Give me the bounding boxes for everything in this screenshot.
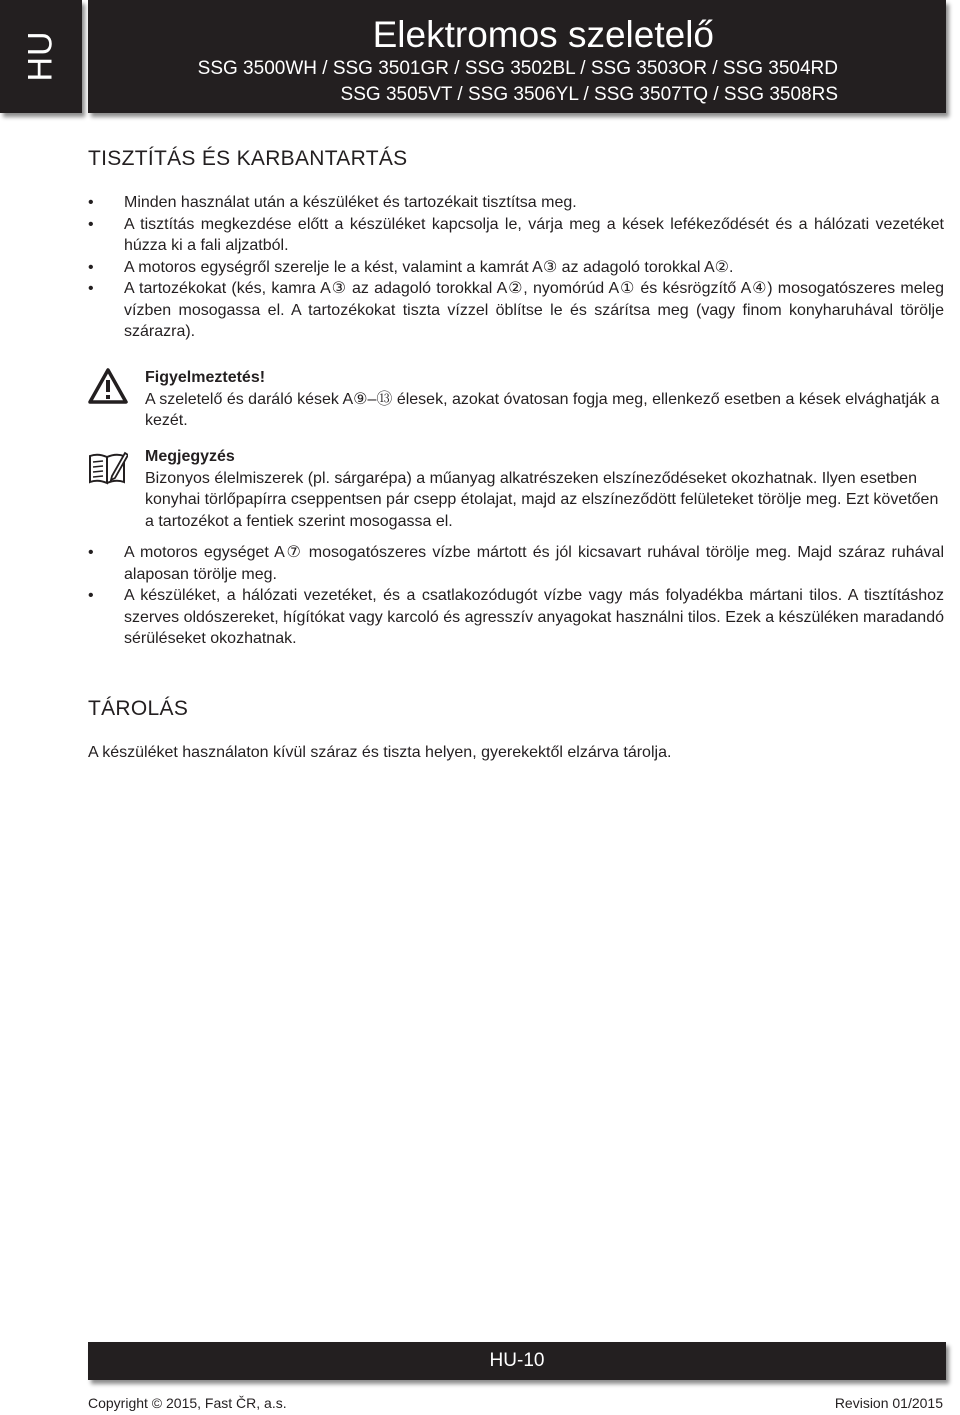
- list-item: • A készüléket, a hálózati vezetéket, és a csatlakozódugót vízbe vagy más folyadékba mártani tilos. A tisztításhoz szerves oldószereket, hígítókat vagy karcoló és agresszív anyagokat használni tilos. Ezek a készüléken maradandó sérüléseket okozhatnak.: [88, 585, 944, 650]
- cleaning-list: [88, 192, 944, 343]
- note-heading: Megjegyzés: [145, 448, 235, 465]
- document-title: Elektromos szeletelő: [372, 14, 714, 55]
- warning-triangle-icon: [88, 367, 128, 407]
- model-list-line-1: SSG 3500WH / SSG 3501GR / SSG 3502BL / SSG 3503OR / SSG 3504RD: [197, 58, 838, 79]
- copyright-text: Copyright © 2015, Fast ČR, a.s.: [88, 1395, 287, 1411]
- open-book-pencil-icon: [88, 448, 128, 488]
- storage-heading: TÁROLÁS: [88, 697, 189, 720]
- revision-text: Revision 01/2015: [834, 1395, 943, 1411]
- page-number: HU-10: [489, 1350, 545, 1371]
- language-code: HU: [21, 30, 60, 82]
- footer-bar: [88, 1342, 946, 1380]
- list-item: • A motoros egységről szerelje le a kést, valamint a kamrát A③ az adagoló torokkal A②.: [88, 257, 944, 279]
- list-item: • A tisztítás megkezdése előtt a készüléket kapcsolja le, várja meg a kések lefékeződését és a hálózati vezetéket húzza ki a fali aljzatból.: [88, 214, 944, 257]
- warning-heading: Figyelmeztetés!: [145, 369, 266, 386]
- note-notice: [88, 446, 944, 532]
- note-text: Bizonyos élelmiszerek (pl. sárgarépa) a műanyag alkatrészeken elszíneződéseket okozhatnak. Ilyen esetben konyhai törlőpapírra cseppentsen pár csepp étolajat, majd az elszíneződött felületeket törölje meg. Ezt követően a tartozékot a fentiek szerint mosogassa el.: [145, 469, 939, 530]
- cleaning-heading: TISZTÍTÁS ÉS KARBANTARTÁS: [88, 147, 408, 170]
- language-tab: [0, 0, 82, 113]
- cleaning-list-2: [88, 542, 944, 650]
- title-bar: [88, 0, 946, 113]
- storage-text: A készüléket használaton kívül száraz és tiszta helyen, gyerekektől elzárva tárolja.: [88, 744, 672, 761]
- warning-text: A szeletelő és daráló kések A⑨–⑬ élesek, azokat óvatosan fogja meg, ellenkező esetben a kések elvághatják a kezét.: [145, 390, 940, 429]
- list-item: • Minden használat után a készüléket és tartozékait tisztítsa meg.: [88, 192, 944, 214]
- list-item: • A tartozékokat (kés, kamra A③ az adagoló torokkal A②, nyomórúd A① és késrögzítő A④) mosogatószeres meleg vízben mosogassa el. A tartozékokat tiszta vízzel öblítse le és szárítsa meg (vagy finom konyharuhával törölje szárazra).: [88, 278, 944, 343]
- list-item: • A motoros egységet A⑦ mosogatószeres vízbe mártott és jól kicsavart ruhával törölje meg. Majd száraz ruhával alaposan törölje meg.: [88, 542, 944, 585]
- warning-notice: [88, 367, 944, 432]
- model-list-line-2: SSG 3505VT / SSG 3506YL / SSG 3507TQ / SSG 3508RS: [340, 84, 838, 105]
